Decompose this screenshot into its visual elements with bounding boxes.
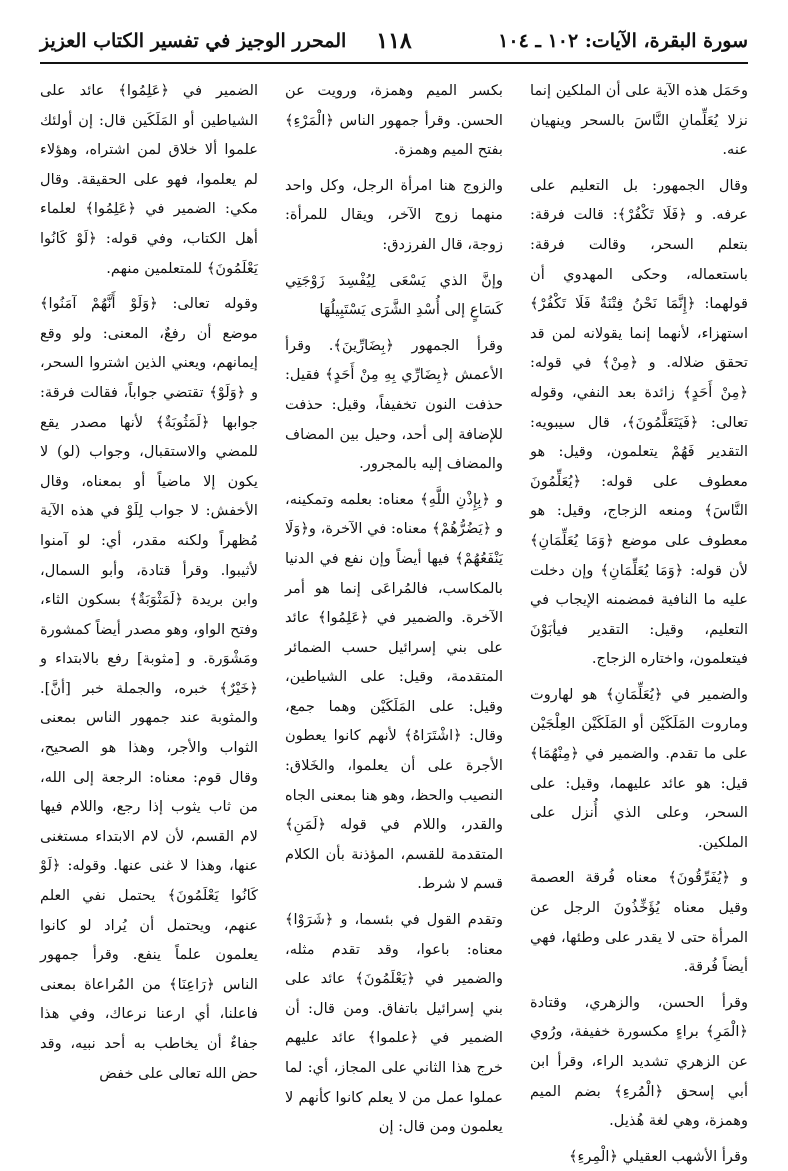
paragraph: وقرأ الجمهور ﴿بِضَارِّينَ﴾. وقرأ الأعمش ﴿بِضَارِّي بِهِ مِنْ أَحَدٍ﴾ فقيل: حذفت النون تخفيفاً، وقيل: حذفت للإضافة إلى أحد، وحيل بين المضاف والمضاف إليه بالمجرور.	[285, 336, 503, 473]
paragraph: وقوله تعالى: ﴿وَلَوْ أَنَّهُمْ آمَنُوا﴾ موضع أن رفعٌ، المعنى: ولو وقع إيمانهم، ويعني الذين اشتروا السحر، و ﴿وَلَوْ﴾ تقتضي جواباً، فقالت فرقة: جوابها ﴿لَمَثُوبَةٌ﴾ لأنها مصدر يقع للمضي والاستقبال، وجواب (لو) لا يكون إلا ماضياً أو بمعناه، وقال الأخفش: لا جواب لِلَوْ في هذه الآية مُظهراً ولكنه مقدر، أي: لو آمنوا لأثيبوا. وقرأ قتادة، وأبو السمال، وابن بريدة ﴿لَمَثْوَبَةٌ﴾ بسكون الثاء، وفتح الواو، وهو مصدر أيضاً كمشورة ومَشْوَرة. و [مثوبة] رفع بالابتداء و ﴿خَيْرٌ﴾ خبره، والجملة خبر [أنَّ]. والمثوبة عند جمهور الناس بمعنى الثواب والأجر، وهذا هو الصحيح، وقال قوم: معناه: الرجعة إلى الله، من ثاب يثوب إذا رجع، واللام فيها لام القسم، لأن لام الابتداء مستغنى عنها، وهذا لا غنى عنها. وقوله: ﴿لَوْ كَانُوا يَعْلَمُونَ﴾ يحتمل نفي العلم عنهم، ويحتمل أن يُراد لو كانوا يعلمون علماً ينفع. وقرأ جمهور الناس ﴿رَاعِنَا﴾ من المُراعاة بمعنى فاعلنا، أي ارعنا نرعاك، وفي هذا جفاءٌ أن يخاطب به أحد نبيه، وقد حض الله تعالى على خفض	[40, 295, 258, 1082]
text-columns	[40, 76, 748, 1165]
paragraph: وحَمَل هذه الآية على أن الملكين إنما نزلا يُعَلِّمانِ النَّاسَ بالسحر وينهيان عنه.	[530, 82, 748, 159]
paragraph: و ﴿يُفَرِّقُونَ﴾ معناه فُرقة العصمة وقيل معناه يُؤَخِّذُونَ الرجل عن المرأة حتى لا يقدر على وطئها، فهي أيضاً فُرقة.	[530, 869, 748, 976]
paragraph: والزوج هنا امرأة الرجل، وكل واحد منهما زوج الآخر، ويقال للمرأة: زوجة، قال الفرزدق:	[285, 176, 503, 253]
book-title: المحرر الوجيز في تفسير الكتاب العزيز	[40, 30, 347, 52]
column-middle	[285, 76, 503, 1136]
paragraph: و ﴿بِإِذْنِ اللَّهِ﴾ معناه: بعلمه وتمكينه، و ﴿يَضُرُّهُمْ﴾ معناه: في الآخرة، و﴿وَلَا يَنْفَعُهُمْ﴾ فيها أيضاً وإن نفع في الدنيا بالمكاسب، فالمُراعَى إنما هو أمر الآخرة. والضمير في ﴿عَلِمُوا﴾ عائد على بني إسرائيل حسب الضمائر المتقدمة، وقيل: على الشياطين، وقيل: على المَلَكَيْن وهما جمع، وقال: ﴿اشْتَرَاهُ﴾ لأنهم كانوا يعطون الأجرة على أن يعلموا، والخَلاق: النصيب والحظ، وهو هنا بمعنى الجاه والقدر، واللام في قوله ﴿لَمَنِ﴾ المتقدمة للقسم، المؤذنة بأن الكلام قسم لا شرط.	[285, 490, 503, 893]
paragraph: بكسر الميم وهمزة، ورويت عن الحسن. وقرأ جمهور الناس ﴿الْمَرْءِ﴾ بفتح الميم وهمزة.	[285, 82, 503, 159]
column-right	[530, 76, 748, 1165]
paragraph: وتقدم القول في بئسما، و ﴿شَرَوْا﴾ معناه: باعوا، وقد تقدم مثله، والضمير في ﴿يَعْلَمُونَ﴾ عائد على بني إسرائيل باتفاق. ومن قال: أن الضمير في ﴿علموا﴾ عائد عليهم خرج هذا الثاني على المجاز، أي: لما عملوا عمل من لا يعلم كانوا كأنهم لا يعلمون ومن قال: إن	[285, 911, 503, 1136]
paragraph: وقرأ الحسن، والزهري، وقتادة ﴿الْمَرِ﴾ براءٍ مكسورة خفيفة، ورُوي عن الزهري تشديد الراء، وقرأ ابن أبي إسحق ﴿الْمُرءِ﴾ بضم الميم وهمزة، وهي لغة هُذيل.	[530, 993, 748, 1130]
page-number: ١١٨	[376, 28, 412, 54]
surah-reference: سورة البقرة، الآيات: ١٠٢ ـ ١٠٤	[498, 30, 748, 52]
paragraph: والضمير في ﴿يُعَلِّمَانِ﴾ هو لهاروت وماروت المَلَكَيْن أو المَلَكَيْن العِلْجَيْن على ما تقدم. والضمير في ﴿مِنْهُمَا﴾ قيل: هو عائد عليهما، وقيل: على السحر، وعلى الذي أُنزل على الملكين.	[530, 685, 748, 851]
paragraph: وقال الجمهور: بل التعليم على عرفه. و ﴿فَلَا تَكْفُرْ﴾: قالت فرقة: بتعلم السحر، وقالت فرقة: باستعماله، وحكى المهدوي أن قولهما: ﴿إِنَّمَا نَحْنُ فِتْنَةٌ فَلَا تَكْفُرْ﴾ استهزاء، لأنهما إنما يقولانه لمن قد تحقق ضلاله. و ﴿مِنْ﴾ في قوله: ﴿مِنْ أَحَدٍ﴾ زائدة بعد النفي، وقوله تعالى: ﴿فَيَتَعَلَّمُونَ﴾، قال سيبويه: التقدير فَهُمْ يتعلمون، وقيل: هو معطوف على قوله: ﴿يُعَلِّمُونَ النَّاسَ﴾ ومنعه الزجاج، وقيل: هو معطوف على موضع ﴿وَمَا يُعَلِّمَانِ﴾ لأن قوله: ﴿وَمَا يُعَلِّمَانِ﴾ وإن دخلت عليه ما النافية فمضمنه الإيجاب في التعليم، وقيل: التقدير فيأبَوْنَ فيتعلمون، واختاره الزجاج.	[530, 176, 748, 668]
paragraph: وقرأ الأشهب العقيلي ﴿الْمِرءِ﴾	[569, 1147, 748, 1165]
header-rule	[40, 62, 748, 64]
column-left	[40, 76, 258, 1082]
paragraph: الضمير في ﴿عَلِمُوا﴾ عائد على الشياطين أو المَلَكَين قال: إن أولئك علموا ألا خلاق لمن اشتراه، وهؤلاء لم يعلموا، فهو على الحقيقة. وقال مكي: الضمير في ﴿عَلِمُوا﴾ لعلماء أهل الكتاب، وفي قوله: ﴿لَوْ كَانُوا يَعْلَمُونَ﴾ للمتعلمين منهم.	[40, 82, 258, 277]
poem-verse: وإنَّ الذي يَسْعَى لِيُفْسِدَ زَوْجَتِي كَسَاعٍ إلى أُسْدِ الشَّرَى يَسْتَبِيلُهَا	[285, 271, 503, 319]
page-header	[40, 26, 748, 60]
